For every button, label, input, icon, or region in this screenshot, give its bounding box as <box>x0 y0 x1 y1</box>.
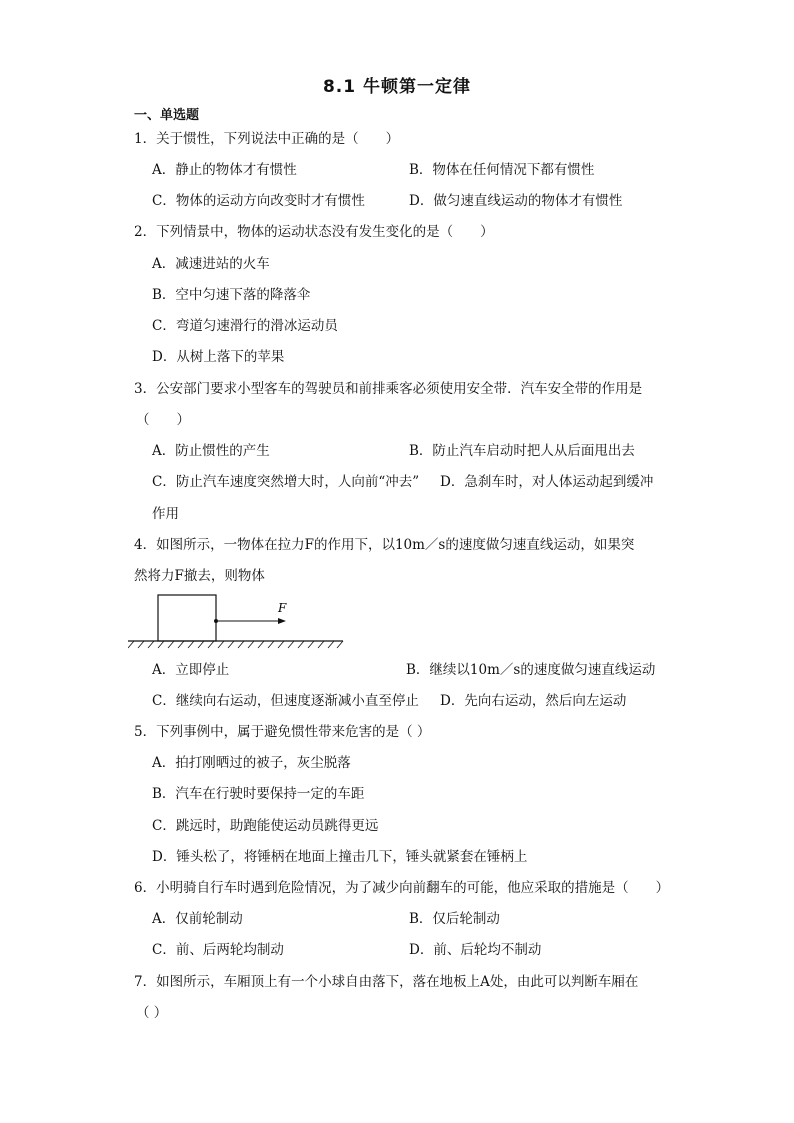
q4-option-b: B．继续以10m／s的速度做匀速直线运动 <box>406 662 656 678</box>
q2-option-d: D．从树上落下的苹果 <box>152 349 285 365</box>
q3-option-b: B．防止汽车启动时把人从后面甩出去 <box>409 443 635 459</box>
q5-option-b: B．汽车在行驶时要保持一定的车距 <box>152 786 365 802</box>
q6-option-c: C．前、后两轮均制动 <box>152 942 284 958</box>
q3-option-a: A．防止惯性的产生 <box>152 443 270 459</box>
q4-stem-line1: 4．如图所示，一物体在拉力F的作用下，以10m／s的速度做匀速直线运动，如果突 <box>134 537 635 553</box>
q6-stem: 6．小明骑自行车时遇到危险情况，为了减少向前翻车的可能，他应采取的措施是（ ） <box>134 880 670 896</box>
q5-stem: 5．下列事例中，属于避免惯性带来危害的是（ ） <box>134 724 431 740</box>
q5-option-a: A．拍打刚晒过的被子，灰尘脱落 <box>152 755 351 771</box>
force-arrowhead <box>278 618 286 624</box>
q4-option-d: D．先向右运动，然后向左运动 <box>440 693 627 709</box>
ground-hatching <box>128 641 343 648</box>
q1-stem: 1．关于惯性，下列说法中正确的是（ ） <box>134 131 400 147</box>
q2-option-b: B．空中匀速下落的降落伞 <box>152 287 311 303</box>
q6-option-a: A．仅前轮制动 <box>152 911 243 927</box>
q4-stem-line2: 然将力F撤去，则物体 <box>134 568 265 584</box>
block-force-diagram <box>128 590 348 650</box>
force-label: F <box>278 601 287 615</box>
q2-stem: 2．下列情景中，物体的运动状态没有发生变化的是（ ） <box>134 224 494 240</box>
block <box>158 595 216 641</box>
q2-option-a: A．减速进站的火车 <box>152 256 270 272</box>
page-title: 8.1 牛顿第一定律 <box>322 77 472 97</box>
q3-option-d-continued: 作用 <box>152 506 179 522</box>
q6-option-b: B．仅后轮制动 <box>409 911 500 927</box>
q1-option-a: A．静止的物体才有惯性 <box>152 162 297 178</box>
q7-stem-line1: 7．如图所示，车厢顶上有一个小球自由落下，落在地板上A处，由此可以判断车厢在 <box>134 974 639 990</box>
q7-stem-line2: （ ） <box>136 1005 168 1021</box>
q2-option-c: C．弯道匀速滑行的滑冰运动员 <box>152 318 338 334</box>
q1-option-d: D．做匀速直线运动的物体才有惯性 <box>409 193 623 209</box>
q3-option-d: D．急刹车时，对人体运动起到缓冲 <box>440 474 654 490</box>
q3-option-c: C．防止汽车速度突然增大时，人向前“冲去” <box>152 474 420 490</box>
q5-option-c: C．跳远时，助跑能使运动员跳得更远 <box>152 818 379 834</box>
q3-stem-line1: 3．公安部门要求小型客车的驾驶员和前排乘客必须使用安全带．汽车安全带的作用是 <box>134 381 643 397</box>
q5-option-d: D．锤头松了，将锤柄在地面上撞击几下，锤头就紧套在锤柄上 <box>152 849 528 865</box>
q6-option-d: D．前、后轮均不制动 <box>409 942 542 958</box>
section-heading: 一、单选题 <box>134 108 200 123</box>
q1-option-c: C．物体的运动方向改变时才有惯性 <box>152 193 365 209</box>
q3-stem-line2: （ ） <box>136 412 190 428</box>
q4-option-a: A．立即停止 <box>152 662 230 678</box>
q4-option-c: C．继续向右运动，但速度逐渐减小直至停止 <box>152 693 419 709</box>
q1-option-b: B．物体在任何情况下都有惯性 <box>409 162 595 178</box>
